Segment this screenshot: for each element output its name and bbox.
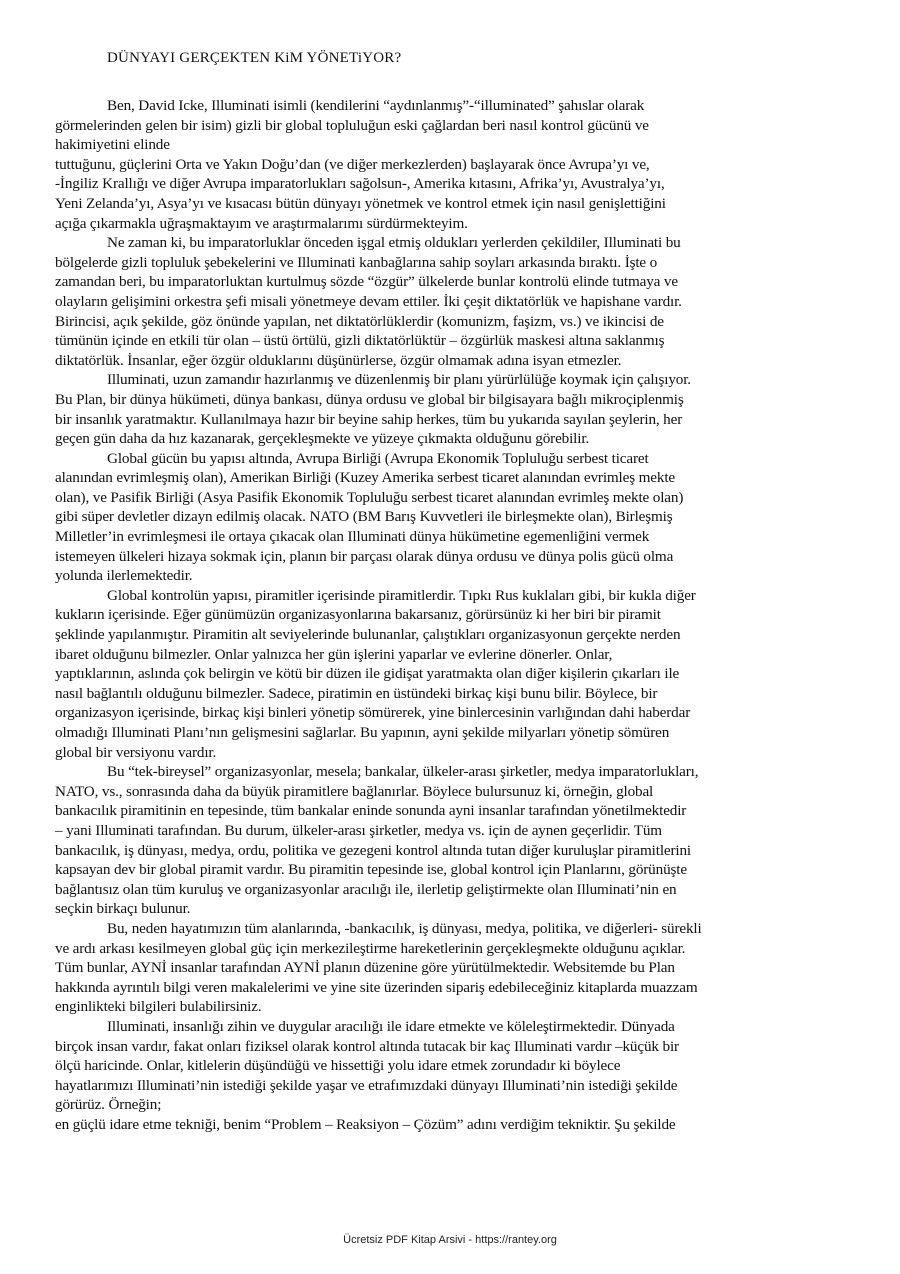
text-line: nasıl bağlantılı olduğunu bilmezler. Sadece, piratimin en üstündeki birkaç kişi bunu bilir. Böylece, bir	[55, 684, 658, 702]
text-line: Tüm bunlar, AYNİ insanlar tarafından AYNİ planın düzenine göre yürütülmektedir. Websitemde bu Plan	[55, 959, 675, 977]
text-line: hayatlarımızı Illuminati’nin istediği şekilde yaşar ve etrafımızdaki dünyayı Illuminati’nin istediği şekilde	[55, 1076, 678, 1094]
text-line: bölgelerde gizli topluluk şebekelerini ve Illuminati kanbağlarına sahip soyları arkasında bıraktı. İşte o	[55, 253, 658, 271]
text-line: Global kontrolün yapısı, piramitler içerisinde piramitlerdir. Tıpkı Rus kuklaları gibi, bir kukla diğer	[107, 586, 696, 604]
text-line: seçkin birkaçı bulunur.	[55, 900, 191, 918]
text-line: Birincisi, açık şekilde, göz önünde yapılan, net diktatörlüklerdir (komunizm, faşizm, vs.) ve ikincisi de	[55, 312, 664, 330]
text-line: NATO, vs., sonrasında daha da büyük piramitlere bağlanırlar. Böylece bulursunuz ki, örneğin, global	[55, 782, 654, 800]
text-line: global bir versiyonu vardır.	[55, 743, 217, 761]
document-body	[55, 96, 830, 1134]
text-line: Milletler’in evrimleşmesi ile ortaya çıkacak olan Illuminati dünya hükümetine egemenliğini vermek	[55, 528, 650, 546]
document-title: DÜNYAYI GERÇEKTEN KiM YÖNETiYOR?	[107, 50, 402, 66]
text-line: kukların içerisinde. Eğer günümüzün organizasyonlarına bakarsanız, görürsünüz ki her biri bir piramit	[55, 606, 661, 624]
text-line: tuttuğunu, güçlerini Orta ve Yakın Doğu’dan (ve diğer merkezlerden) başlayarak önce Avrupa’yı ve,	[55, 155, 650, 173]
text-line: ölçü haricinde. Onlar, kitlelerin düşündüğü ve hissettiği yolu idare etmek zorundadır ki böylece	[55, 1057, 621, 1075]
text-line: Bu Plan, bir dünya hükümeti, dünya bankası, dünya ordusu ve global bir bilgisayara bağlı mikroçiplenmiş	[55, 390, 684, 408]
text-line: gibi süper devletler dizayn edilmiş olacak. NATO (BM Barış Kuvvetleri ile birleşmekte olan), Birleşmiş	[55, 508, 673, 526]
text-line: bağlantısız olan tüm kuruluş ve organizasyonlar aracılığı ile, ilerletip geliştirmekte olan Illuminati’nin en	[55, 880, 677, 898]
text-line: en güçlü idare etme tekniği, benim “Problem – Reaksiyon – Çözüm” adını verdiğim tekniktir. Şu şekilde	[55, 1115, 676, 1133]
text-line: hakimiyetini elinde	[55, 136, 170, 154]
text-line: -İngiliz Krallığı ve diğer Avrupa imparatorlukları sağolsun-, Amerika kıtasını, Afrika’yı, Avustralya’yı,	[55, 175, 665, 193]
text-line: alanından evrimleşmiş olan), Amerikan Birliği (Kuzey Amerika serbest ticaret alanından evrimleş mekte	[55, 469, 675, 487]
text-line: yaptıklarının, aslında çok belirgin ve kötü bir düzen ile gidişat yaratmakta olan diğer kişilerin çıkarları ile	[55, 665, 680, 683]
text-line: ibaret olduğunu bilmezler. Onlar yalnızca her gün işlerini yaparlar ve evlerine dönerler. Onlar,	[55, 645, 613, 663]
text-line: bankacılık, iş dünyası, medya, ordu, politika ve gezegeni kontrol altında tutan diğer kuruluşlar piramitlerini	[55, 841, 691, 859]
text-line: Bu, neden hayatımızın tüm alanlarında, -bankacılık, iş dünyası, medya, politika, ve diğerleri- sürekli	[107, 919, 702, 937]
text-line: Bu “tek-bireysel” organizasyonlar, mesela; bankalar, ülkeler-arası şirketler, medya imparatorlukları,	[107, 763, 699, 781]
text-line: istemeyen ülkeleri hizaya sokmak için, planın bir parçası olarak dünya ordusu ve dünya polis gücü olma	[55, 547, 674, 565]
text-line: olmadığı Illuminati Planı’nın gelişmesini sağlarlar. Bu yapının, ayni şekilde milyarları yönetip sömüren	[55, 724, 670, 741]
text-line: Ne zaman ki, bu imparatorluklar önceden işgal etmiş oldukları yerlerden çekildiler, Illuminati bu	[107, 234, 681, 252]
text-line: diktatörlük. İnsanlar, eğer özgür olduklarını düşünürlerse, özgür olmamak adına isyan etmezler.	[55, 351, 622, 369]
text-line: zamandan beri, bu imparatorluktan kurtulmuş sözde “özgür” ülkelerde bunlar kontrolü elinde tutmaya ve	[55, 273, 678, 291]
text-line: tümünün içinde en etkili tür olan – üstü örtülü, gizli diktatörlüktür – özgürlük maskesi altına saklanmış	[55, 332, 665, 350]
text-line: Illuminati, insanlığı zihin ve duygular aracılığı ile idare etmekte ve köleleştirmektedir. Dünyada	[107, 1017, 675, 1035]
text-line: geçen gün daha da hız kazanarak, gerçekleşmekte ve yüzeye çıkmakta olduğunu görebilir.	[55, 430, 590, 448]
text-line: Global gücün bu yapısı altında, Avrupa Birliği (Avrupa Ekonomik Topluluğu serbest ticaret	[107, 449, 649, 467]
text-line: şeklinde yapılanmıştır. Piramitin alt seviyelerinde bulunanlar, çalıştıkları organizasyonun gerçekte nerden	[55, 626, 681, 644]
text-line: organizasyon içerisinde, birkaç kişi binleri yönetip sömürerek, yine binlercesinin varlığından dahi haberdar	[55, 704, 691, 722]
document-page	[55, 48, 830, 1134]
text-line: Yeni Zelanda’yı, Asya’yı ve kısacası bütün dünyayı yönetmek ve kontrol etmek için nasıl genişlettiğini	[55, 194, 666, 212]
text-line: hakkında ayrıntılı bilgi veren makalelerimi ve yine site üzerinden sipariş edebileceğiniz kitaplarda muazzam	[55, 978, 698, 996]
text-line: bir insanlık yaratmaktır. Kullanılmaya hazır bir beyine sahip herkes, tüm bu yukarıda sayılan şeylerin, her	[55, 410, 683, 428]
text-line: Ben, David Icke, Illuminati isimli (kendilerini “aydınlanmış”-“illuminated” şahıslar olarak	[107, 97, 645, 114]
text-line: – yani Illuminati tarafından. Bu durum, ülkeler-arası şirketler, medya vs. için de aynen geçerlidir. Tüm	[55, 821, 662, 839]
text-line: görürüz. Örneğin;	[55, 1096, 162, 1114]
page-footer: Ücretsiz PDF Kitap Arsivi - https://rantey.org	[343, 1234, 557, 1246]
text-line: kapsayan dev bir global piramit vardır. Bu piramitin tepesinde ise, global kontrol için Planlarını, görünüşte	[55, 861, 687, 879]
text-line: olan), ve Pasifik Birliği (Asya Pasifik Ekonomik Topluluğu serbest ticaret alanından evrimleş mekte olan)	[55, 488, 684, 506]
text-line: enginlikteki bilgileri bulabilirsiniz.	[55, 998, 262, 1016]
text-line: bankacılık piramitinin en tepesinde, tüm bankalar eninde sonunda ayni insanlar tarafından yönetilmektedir	[55, 802, 687, 820]
text-line: açığa çıkarmakla uğraşmaktayım ve araştırmalarımı sürdürmekteyim.	[55, 214, 468, 232]
text-line: görmelerinden gelen bir isim) gizli bir global topluluğun eski çağlardan beri nasıl kontrol gücünü ve	[55, 116, 649, 134]
text-line: birçok insan vardır, fakat onları fiziksel olarak kontrol altında tutacak bir kaç Illuminati vardır –küçük bir	[55, 1037, 679, 1055]
text-line: olayların gelişimini orkestra şefi misali yönetmeye devam ettiler. İki çeşit diktatörlük ve hapishane vardır.	[55, 292, 682, 310]
text-line: yolunda ilerlemektedir.	[55, 567, 193, 585]
text-line: ve ardı arkası kesilmeyen global güç için merkezileştirme hareketlerinin gerçekleşmekte olduğunu açıklar.	[55, 939, 686, 957]
text-line: Illuminati, uzun zamandır hazırlanmış ve düzenlenmiş bir planı yürürlülüğe koymak için çalışıyor.	[107, 371, 691, 389]
